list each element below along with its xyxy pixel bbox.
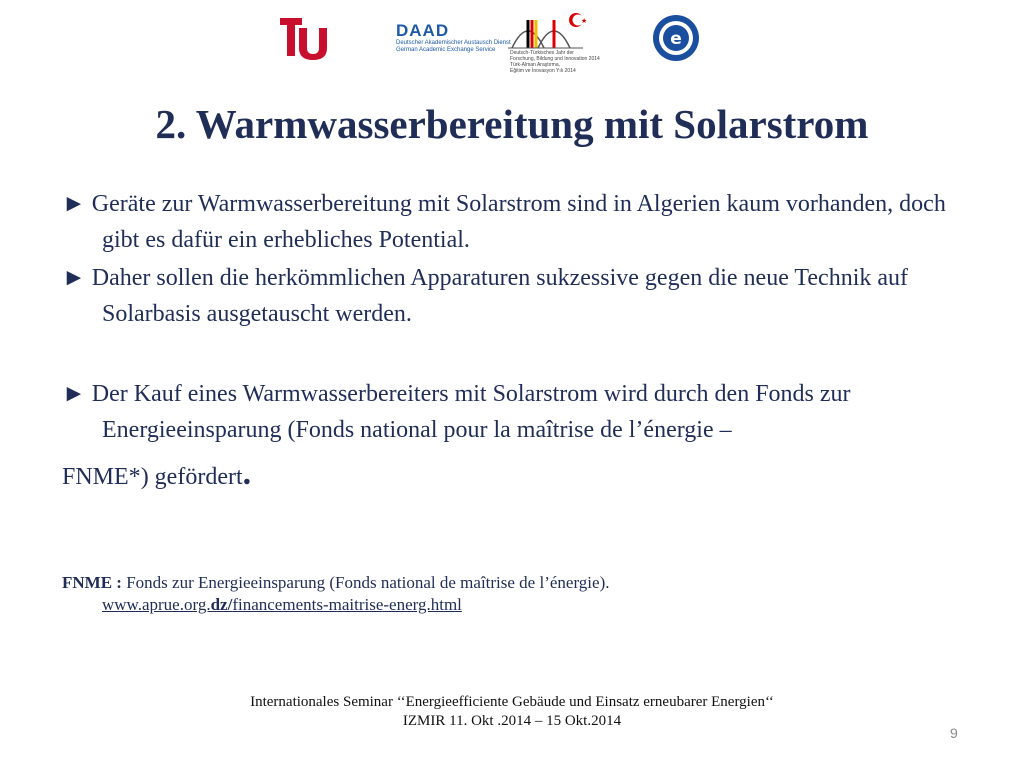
bullet-paragraph-3 bbox=[62, 376, 962, 495]
daad-subtitle-en: German Academic Exchange Service bbox=[396, 47, 496, 53]
ege-university-logo bbox=[652, 14, 700, 62]
logo-bar bbox=[0, 8, 1024, 78]
tu-berlin-logo bbox=[280, 16, 330, 60]
aprue-link[interactable]: www.aprue.org.dz/financements-maitrise-energ.html bbox=[102, 595, 462, 614]
svg-text:★: ★ bbox=[581, 17, 588, 25]
slide-title: 2. Warmwasserbereitung mit Solarstrom bbox=[155, 101, 869, 147]
deutsch-tuerkisches-jahr-logo bbox=[508, 10, 623, 80]
bullet-text-3-line-2 bbox=[62, 455, 962, 495]
bullet-text-1: Geräte zur Warmwasserbereitung mit Solarstrom sind in Algerien kaum vorhanden, doch gibt es dafür ein erhebliches Potential. bbox=[91, 191, 946, 253]
footnote-label: FNME : bbox=[62, 573, 122, 592]
footer-seminar-dates: IZMIR 11. Okt .2014 – 15 Okt.2014 bbox=[402, 713, 622, 729]
bullet-arrow-icon: ► bbox=[62, 265, 86, 291]
bullet-text-2: Daher sollen die herkömmlichen Apparaturen sukzessive gegen die neue Technik auf Solarbasis ausgetauscht werden. bbox=[91, 265, 909, 327]
fnme-gefordert: ) gefördert bbox=[140, 464, 243, 490]
dtj-caption: Deutsch-Türkisches Jahr der Forschung, Bildung und Innovation 2014 Türk-Alman Araştırma, Eğitim ve İnovasyon Yılı 2014 bbox=[510, 50, 600, 74]
footnote-link-line bbox=[62, 594, 862, 616]
fnme-abbreviation: FNME* bbox=[62, 464, 141, 490]
bullet-text-3: Der Kauf eines Warmwasserbereiters mit Solarstrom wird durch den Fonds zur Energieeinsparung (Fonds national pour la maîtrise de l’énergie – bbox=[91, 381, 851, 443]
daad-logo bbox=[396, 21, 511, 62]
sentence-period: . bbox=[242, 455, 252, 492]
bullet-arrow-icon: ► bbox=[62, 191, 86, 217]
bullet-arrow-icon: ► bbox=[62, 381, 86, 407]
footer-seminar-title: Internationales Seminar ‘‘Energieefficiente Gebäude und Einsatz erneubarer Energien‘‘ bbox=[250, 694, 774, 710]
footnote-definition bbox=[62, 572, 822, 594]
page-number: 9 bbox=[950, 725, 958, 741]
bullet-paragraph-2 bbox=[62, 260, 962, 332]
daad-subtitle-de: Deutscher Akademischer Austausch Dienst bbox=[396, 40, 511, 46]
ege-letter: e bbox=[670, 29, 682, 49]
bridge-flag-icon bbox=[508, 10, 623, 50]
footnote-text: Fonds zur Energieeinsparung (Fonds national de maîtrise de l’énergie). bbox=[121, 573, 610, 592]
bullet-paragraph-1 bbox=[62, 186, 962, 258]
daad-wordmark: DAAD bbox=[396, 21, 450, 40]
